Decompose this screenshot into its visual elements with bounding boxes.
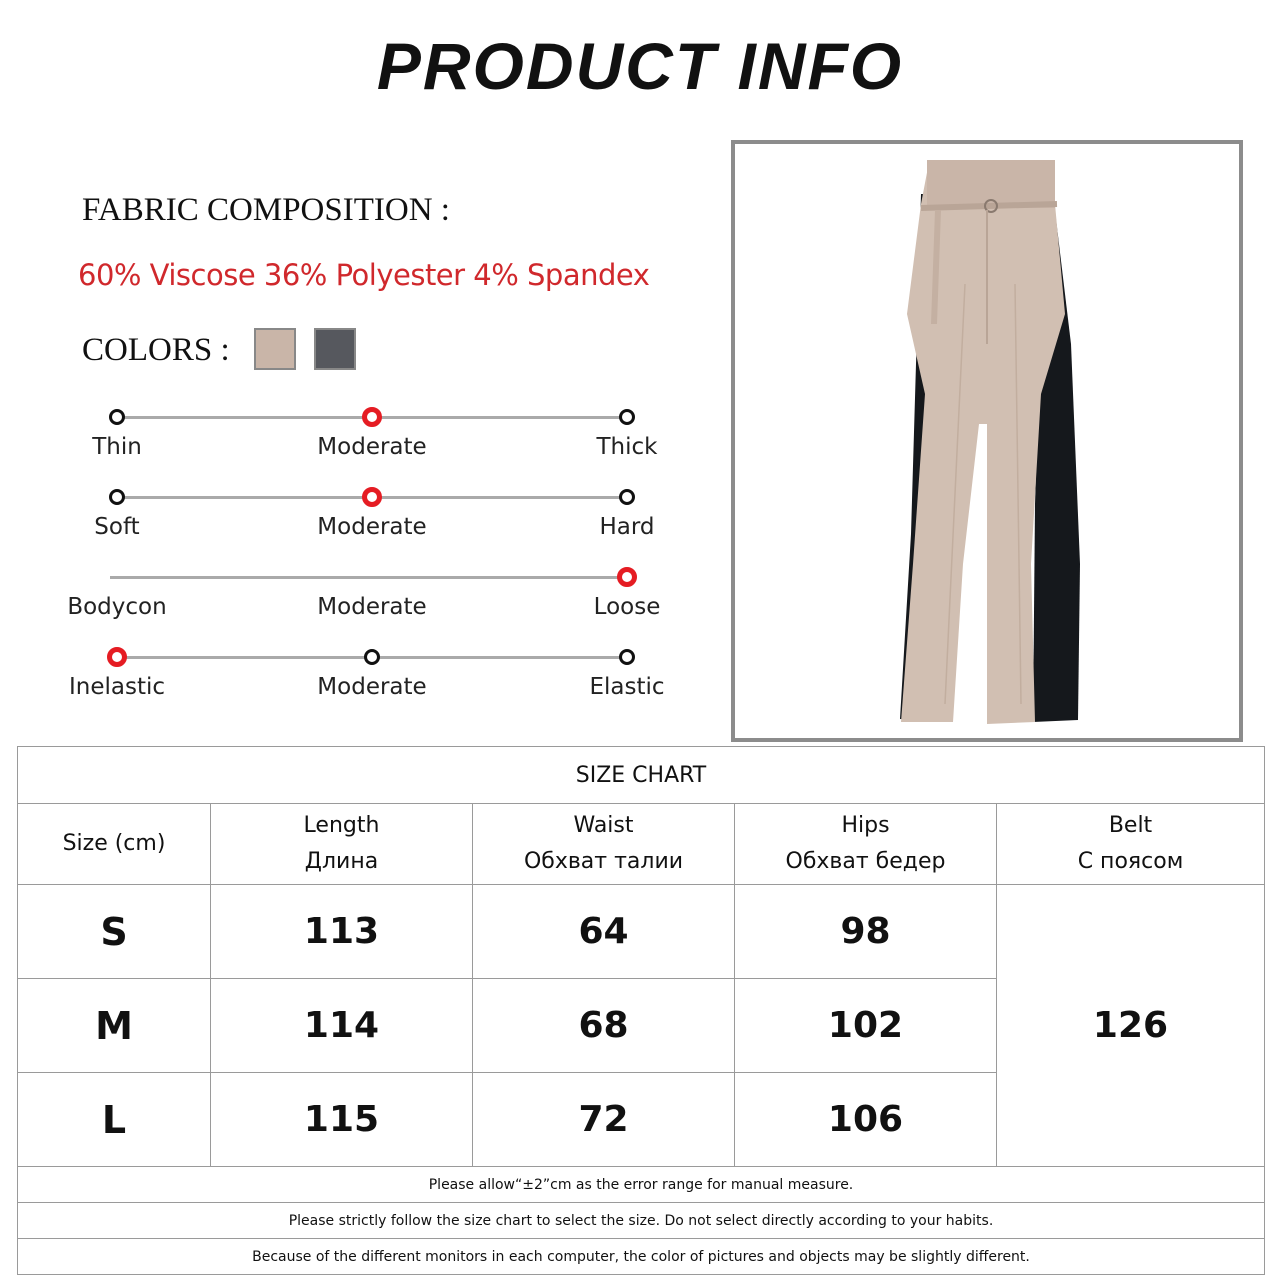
- hips-cell: 106: [735, 1073, 997, 1167]
- fabric-composition-label: FABRIC COMPOSITION :: [82, 192, 450, 228]
- scale-label: Soft: [94, 514, 140, 540]
- header-belt: Belt С поясом: [997, 804, 1265, 885]
- product-photo: [731, 140, 1243, 742]
- scale-marker-selected: [617, 567, 637, 587]
- scale-marker: [109, 409, 125, 425]
- scale-label: Hard: [599, 514, 655, 540]
- scale-label: Elastic: [589, 674, 665, 700]
- length-cell: 115: [211, 1073, 473, 1167]
- table-row: [18, 885, 1265, 979]
- scale-inelastic: [0, 648, 720, 718]
- scale-soft: [0, 488, 720, 558]
- color-swatch-grey[interactable]: [314, 328, 356, 370]
- waist-cell: 72: [473, 1073, 735, 1167]
- size-cell: M: [18, 979, 211, 1073]
- scale-label: Moderate: [317, 434, 427, 460]
- scale-track: [110, 576, 630, 579]
- scale-label: Loose: [593, 594, 661, 620]
- size-chart-table: [17, 746, 1265, 1275]
- waist-cell: 64: [473, 885, 735, 979]
- hips-cell: 98: [735, 885, 997, 979]
- scale-marker: [364, 649, 380, 665]
- header-hips: Hips Обхват бедер: [735, 804, 997, 885]
- scale-bodycon: [0, 568, 720, 638]
- scale-marker-selected: [362, 407, 382, 427]
- length-cell: 114: [211, 979, 473, 1073]
- note-follow-chart: Please strictly follow the size chart to select the size. Do not select directly according to your habits.: [18, 1203, 1265, 1239]
- scale-marker: [619, 409, 635, 425]
- scale-label: Inelastic: [68, 674, 166, 700]
- pants-icon: [735, 144, 1239, 738]
- waist-cell: 68: [473, 979, 735, 1073]
- scale-label: Moderate: [317, 514, 427, 540]
- hips-cell: 102: [735, 979, 997, 1073]
- scale-thin: [0, 408, 720, 478]
- scale-label: Moderate: [317, 594, 427, 620]
- scale-label: Bodycon: [67, 594, 167, 620]
- pants-belt: [921, 204, 1057, 208]
- scale-marker: [619, 649, 635, 665]
- header-waist: Waist Обхват талии: [473, 804, 735, 885]
- color-swatch-beige[interactable]: [254, 328, 296, 370]
- belt-cell: 126: [997, 885, 1265, 1167]
- length-cell: 113: [211, 885, 473, 979]
- scale-marker-selected: [107, 647, 127, 667]
- note-error-range: Please allow“±2”cm as the error range for manual measure.: [18, 1167, 1265, 1203]
- scale-marker-selected: [362, 487, 382, 507]
- fabric-composition-value: 60% Viscose 36% Polyester 4% Spandex: [78, 258, 650, 292]
- scale-label: Moderate: [317, 674, 427, 700]
- size-cell: L: [18, 1073, 211, 1167]
- size-chart-title: SIZE CHART: [18, 747, 1265, 804]
- size-cell: S: [18, 885, 211, 979]
- page-title: PRODUCT INFO: [376, 29, 904, 103]
- scale-label: Thick: [596, 434, 658, 460]
- colors-label: COLORS :: [82, 332, 230, 368]
- scale-label: Thin: [92, 434, 142, 460]
- header-size: Size (cm): [18, 804, 211, 885]
- header-length: Length Длина: [211, 804, 473, 885]
- scale-marker: [109, 489, 125, 505]
- note-monitor-color: Because of the different monitors in each computer, the color of pictures and objects may be slightly different.: [18, 1239, 1265, 1275]
- scale-marker: [619, 489, 635, 505]
